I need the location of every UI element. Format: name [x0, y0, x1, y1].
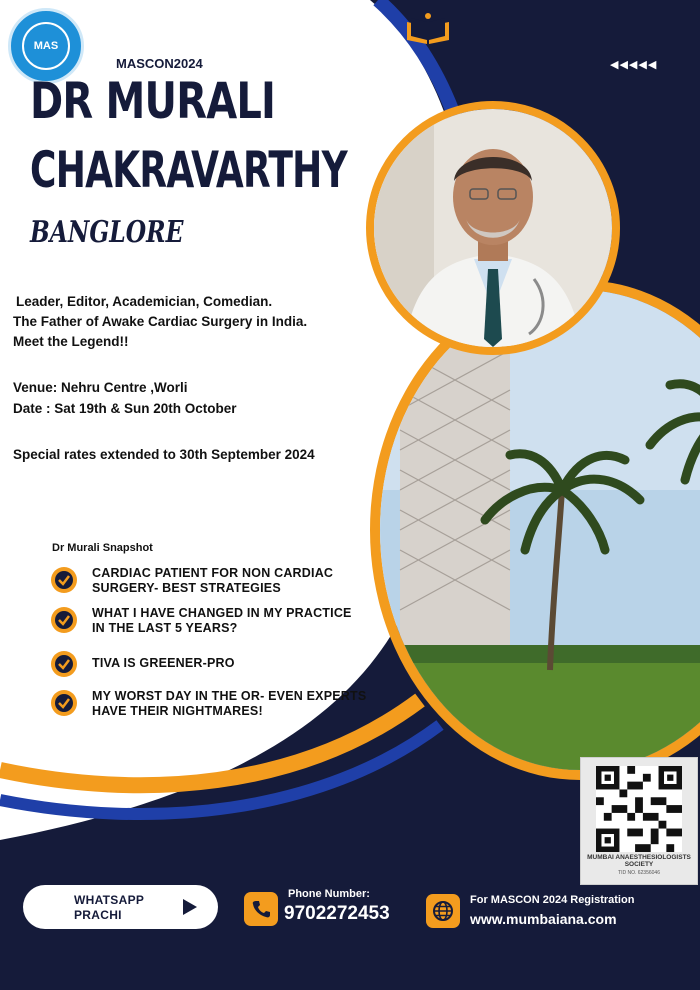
- special-rates: Special rates extended to 30th September 2024: [13, 447, 315, 462]
- conference-title: MASCON2024: [116, 56, 203, 71]
- speaker-photo: [366, 101, 620, 355]
- check-badge-icon: [50, 689, 78, 717]
- qr-tid: TID NO. 62356046: [618, 870, 660, 876]
- whatsapp-label: WHATSAPP PRACHI: [74, 893, 145, 922]
- event-date: Date : Sat 19th & Sun 20th October: [13, 401, 237, 416]
- venue-illustration: [380, 290, 700, 770]
- registration-qr-code[interactable]: [580, 757, 698, 885]
- talk-text: WHAT I HAVE CHANGED IN MY PRACTICE IN THE LAST 5 YEARS?: [92, 606, 352, 635]
- talk-text: TIVA IS GREENER-PRO: [92, 656, 235, 670]
- globe-icon: [426, 894, 460, 928]
- whatsapp-button[interactable]: [23, 885, 218, 929]
- qr-society-name: MUMBAI ANAESTHESIOLOGISTS SOCIETY: [587, 854, 691, 868]
- logo-mark: MAS: [22, 22, 70, 70]
- talk-text: CARDIAC PATIENT FOR NON CARDIAC SURGERY- BEST STRATEGIES: [92, 566, 334, 595]
- intro-line-2: The Father of Awake Cardiac Surgery in India.: [13, 314, 308, 329]
- check-badge-icon: [50, 566, 78, 594]
- phone-icon: [244, 892, 278, 926]
- check-badge-icon: [50, 606, 78, 634]
- talk-text: MY WORST DAY IN THE OR- EVEN EXPERTS HAVE THEIR NIGHTMARES!: [92, 689, 367, 718]
- book-icon: [403, 12, 453, 46]
- intro-line-1: Leader, Editor, Academician, Comedian.: [16, 294, 273, 309]
- snapshot-title: Dr Murali Snapshot: [52, 542, 153, 554]
- registration-label: For MASCON 2024 Registration: [470, 894, 635, 906]
- phone-number[interactable]: 9702272453: [284, 903, 390, 924]
- speaker-city: BANGLORE: [30, 215, 184, 250]
- speaker-name-first: DR MURALI: [30, 72, 276, 130]
- intro-line-3: Meet the Legend!!: [13, 334, 129, 349]
- speaker-portrait: [374, 109, 612, 347]
- phone-label: Phone Number:: [288, 888, 370, 900]
- check-badge-icon: [50, 650, 78, 678]
- venue: Venue: Nehru Centre ,Worli: [13, 380, 188, 395]
- decorative-arrows: ◀◀◀◀◀: [610, 59, 658, 71]
- arrow-right-icon: [183, 899, 197, 915]
- registration-url-link[interactable]: www.mumbaiana.com: [470, 911, 617, 927]
- talk-item: [50, 689, 366, 719]
- talk-item: [50, 650, 235, 678]
- talk-item: [50, 606, 352, 636]
- qr-code-icon: [595, 766, 683, 852]
- speaker-name-last: CHAKRAVARTHY: [30, 141, 347, 199]
- talk-item: [50, 566, 333, 596]
